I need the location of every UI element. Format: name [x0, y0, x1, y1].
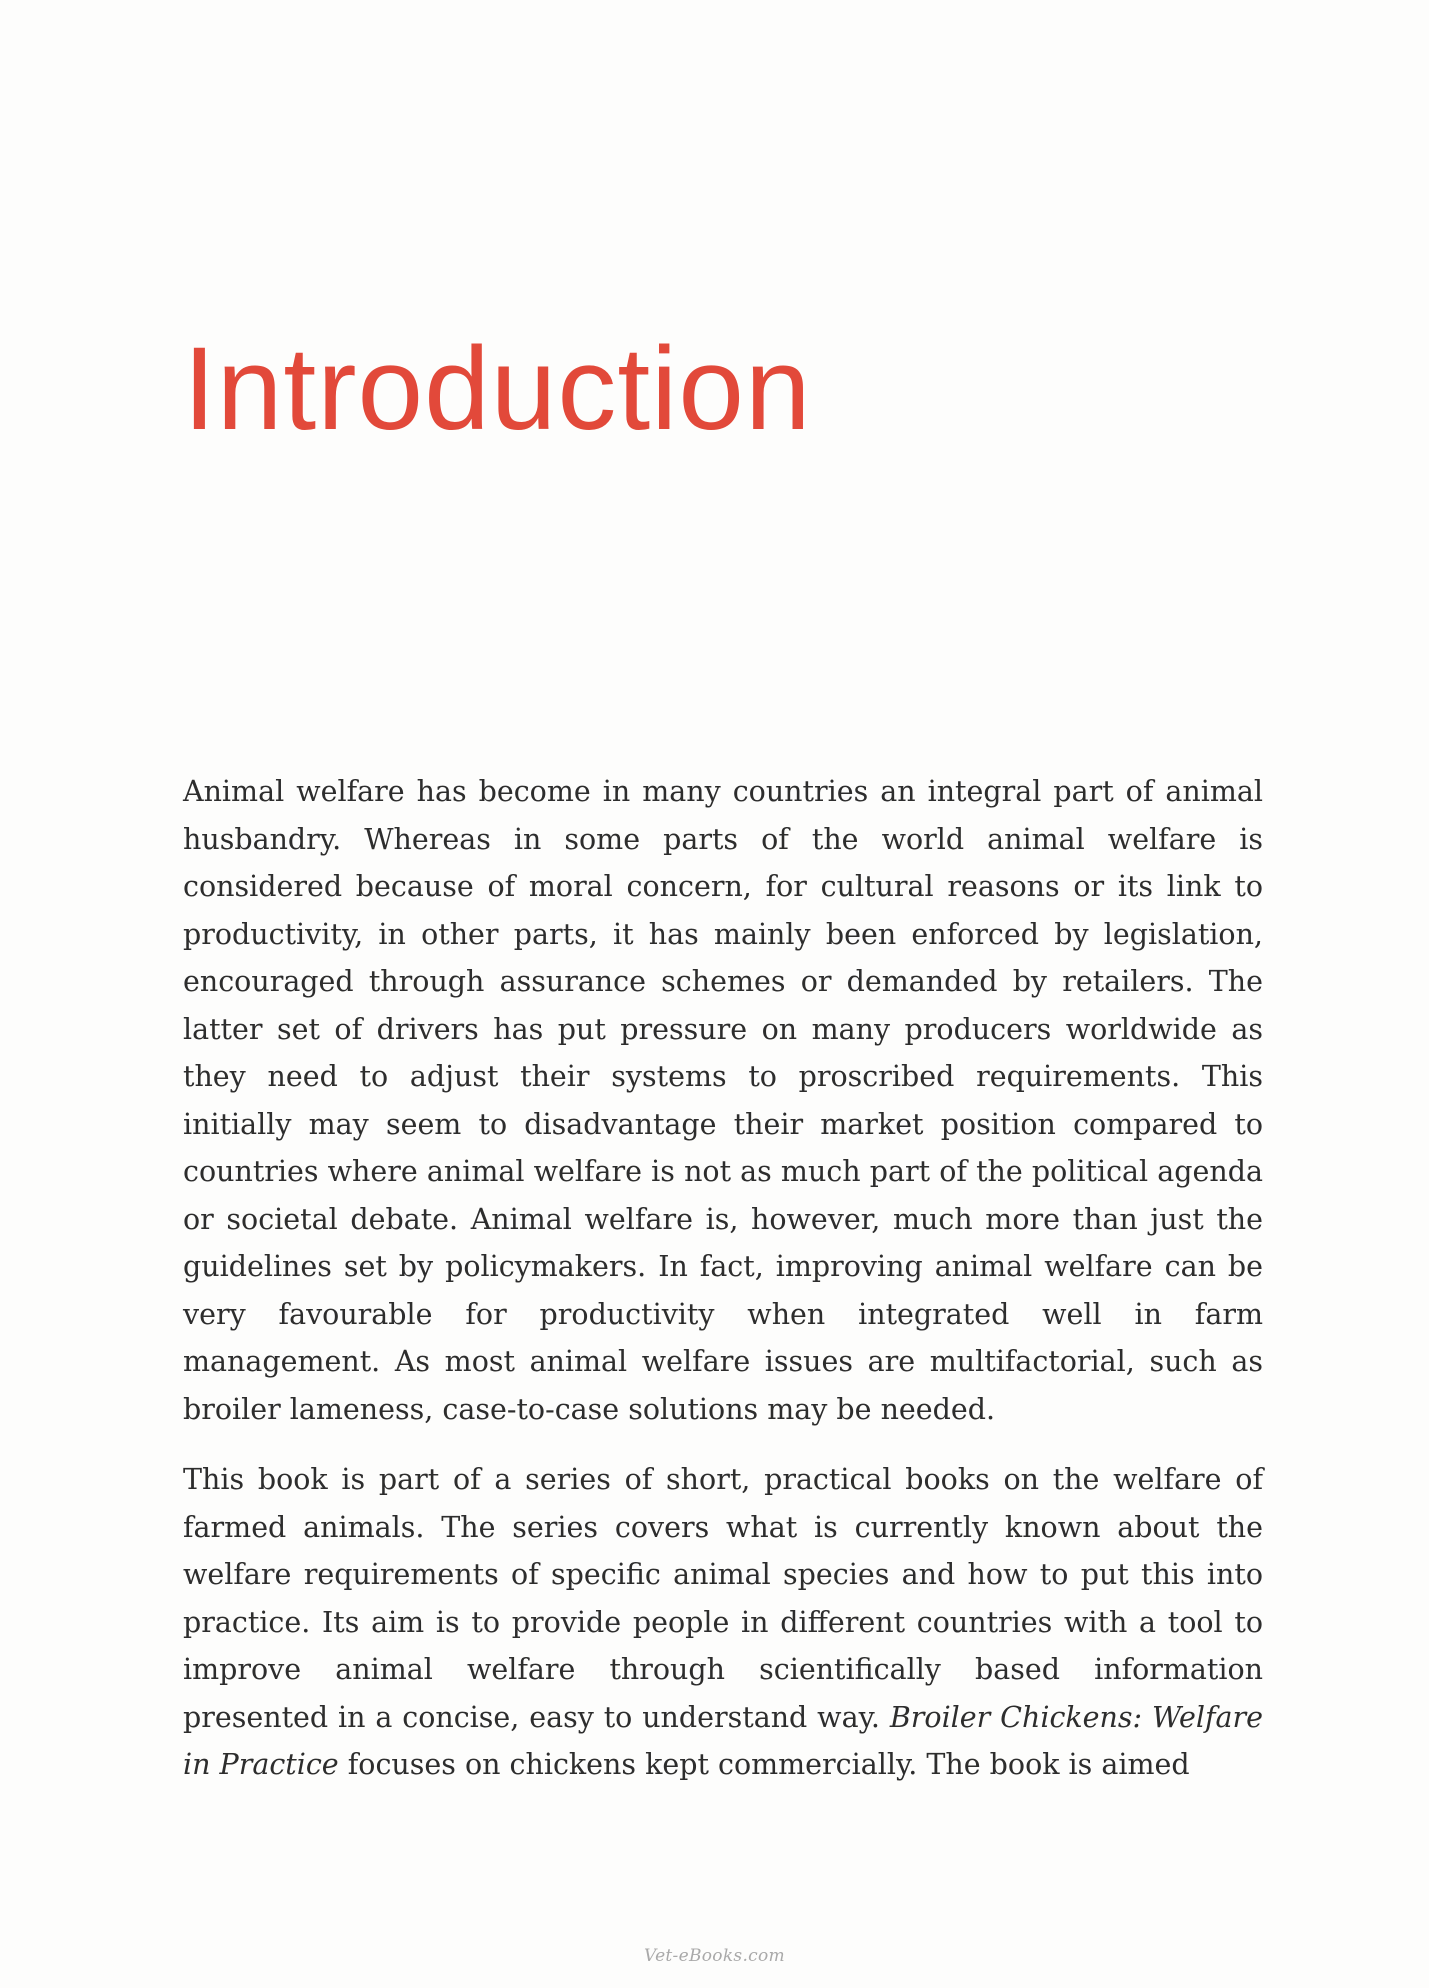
paragraph-text: This book is part of a series of short, practical books on the welfare of farmed animals. The series covers what is currently known about the welfare requirements of specific animal species and how to put this into practice. Its aim is to provide people in different countries with a tool to improve animal welfare through scientifically based information presented in a concise, easy to understand way. — [183, 1463, 1263, 1734]
paragraph — [183, 1456, 1263, 1789]
chapter-title: Introduction — [183, 323, 812, 455]
paragraph-text: focuses on chickens kept commercially. The book is aimed — [347, 1748, 1190, 1781]
body-text — [183, 768, 1263, 1789]
watermark: Vet-eBooks.com — [644, 1946, 785, 1966]
book-title: Broiler Chickens: Welfare in Practice — [183, 1700, 1263, 1781]
paragraph: Animal welfare has become in many countries an integral part of animal husbandry. Whereas in some parts of the world animal welfare is considered because of moral concern, for cultural reasons or its link to productivity, in other parts, it has mainly been enforced by legislation, encouraged through assurance schemes or demanded by retailers. The latter set of drivers has put pressure on many producers worldwide as they need to adjust their systems to proscribed requirements. This initially may seem to disadvantage their market position compared to countries where animal welfare is not as much part of the political agenda or societal debate. Animal welfare is, however, much more than just the guidelines set by policymakers. In fact, improving animal welfare can be very favourable for productivity when integrated well in farm management. As most animal welfare issues are multifactorial, such as broiler lameness, case-to-case solutions may be needed. — [183, 775, 1263, 1426]
